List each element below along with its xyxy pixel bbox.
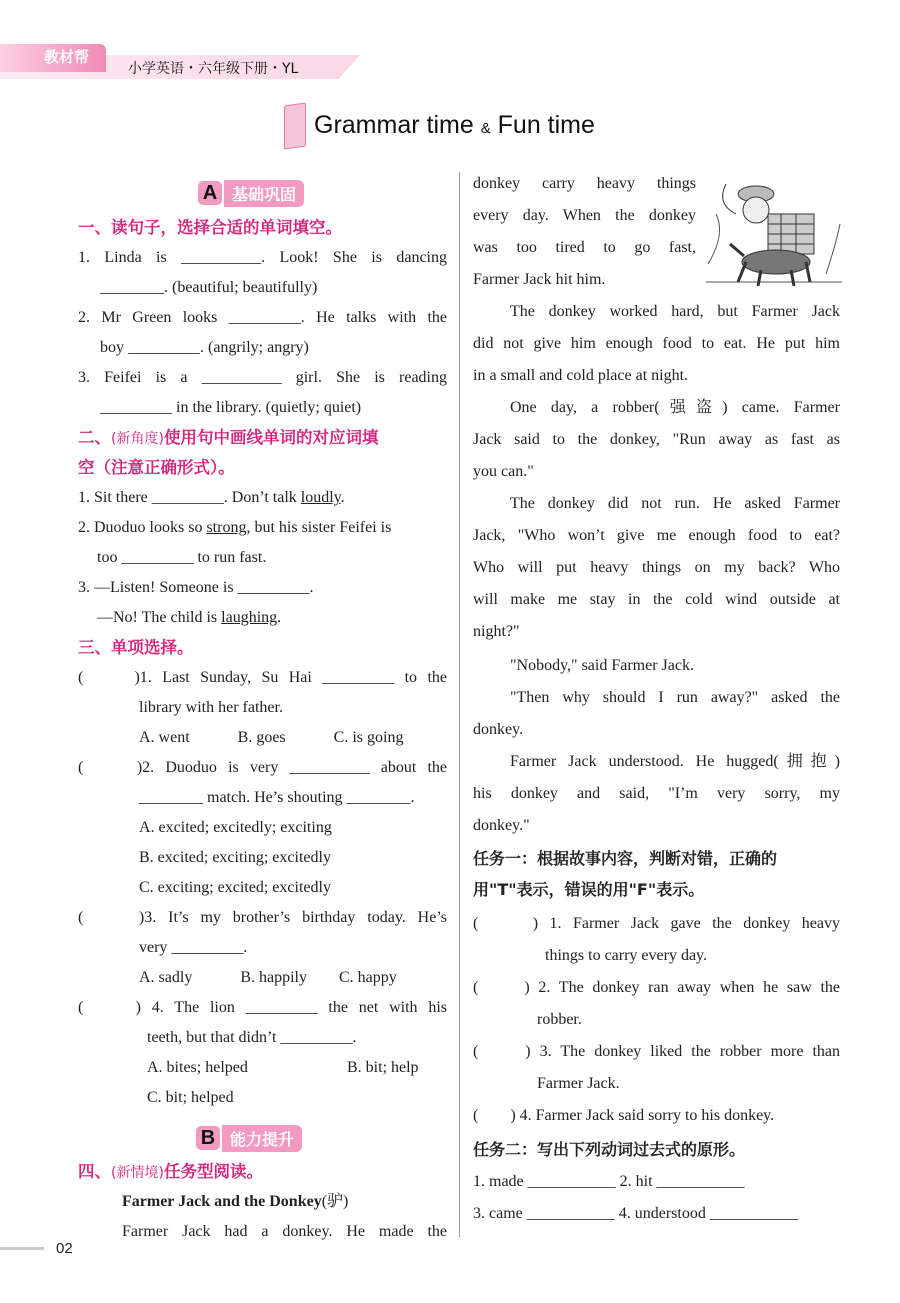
text-line: The donkey did not run. He asked Farmer <box>510 495 840 512</box>
text-line: ( )1. Last Sunday, Su Hai _________ to the <box>78 669 447 686</box>
section-a-badge <box>198 180 304 206</box>
part2-tag: (新角度) <box>111 431 164 447</box>
text-line: Farmer Jack understood. He hugged(拥抱) <box>510 753 840 770</box>
option-line: C. bit; helped <box>147 1089 234 1106</box>
page-number: 02 <box>56 1240 73 1257</box>
text-line: donkey. <box>473 721 524 738</box>
q-text: —No! The child is <box>97 609 222 626</box>
q-text: , but his sister Feifei is <box>246 519 392 536</box>
q-text: 1. Sit there _________. Don’t talk <box>78 489 301 506</box>
brand-label: 教材帮 <box>44 48 90 66</box>
option-line: A. bites; helped <box>147 1059 248 1076</box>
text-line: "Nobody," said Farmer Jack. <box>510 657 694 674</box>
text-line: Farmer Jack had a donkey. He made the <box>122 1223 447 1240</box>
text-line: night?" <box>473 623 520 640</box>
part2-title-text: 使用句中画线单词的对应词填 <box>163 428 379 447</box>
title-amp: & <box>480 120 491 137</box>
option-line: B. excited; exciting; excitedly <box>139 849 331 866</box>
text-line: too _________ to run fast. <box>97 549 267 566</box>
text-line: donkey." <box>473 817 530 834</box>
text-line: his donkey and said, "I’m very sorry, my <box>473 785 840 802</box>
q-text: . <box>340 489 345 506</box>
text-line: ________ match. He’s shouting ________. <box>139 789 415 806</box>
text-line: The donkey worked hard, but Farmer Jack <box>510 303 840 320</box>
text-line: 3. came ___________ 4. understood ___________ <box>473 1205 798 1222</box>
text-line: Farmer Jack. <box>537 1075 620 1092</box>
section-b-badge <box>196 1125 302 1151</box>
page-title <box>314 110 595 144</box>
title-grammar: Grammar time <box>314 111 474 139</box>
option-line: B. bit; help <box>347 1059 419 1076</box>
underlined-word: loudly <box>300 489 341 506</box>
part1-title: 一、读句子，选择合适的单词填空。 <box>78 218 342 237</box>
farmer-donkey-illustration <box>706 174 842 292</box>
text-line: every day. When the donkey <box>473 207 696 224</box>
section-a-label: 基础巩固 <box>224 180 304 207</box>
text-line: ( ) 4. Farmer Jack said sorry to his donkey. <box>473 1107 775 1124</box>
text-line <box>78 488 345 508</box>
part2-title-cont: 空（注意正确形式）。 <box>78 458 235 477</box>
text-line: Jack, "Who won’t give me enough food to eat? <box>473 527 840 544</box>
text-line: will make me stay in the cold wind outside at <box>473 591 840 608</box>
section-a-letter: A <box>198 181 222 205</box>
part4-title-text: 任务型阅读。 <box>163 1162 263 1181</box>
text-line: was too tired to go fast, <box>473 239 696 256</box>
part2-num: 二、 <box>78 428 111 447</box>
section-b-letter: B <box>196 1126 220 1150</box>
text-line: Farmer Jack hit him. <box>473 271 606 288</box>
text-line <box>97 608 281 628</box>
text-line: "Then why should I run away?" asked the <box>510 689 840 706</box>
book-subtitle: 小学英语・六年级下册・YL <box>128 61 299 77</box>
task2-title: 任务二：写出下列动词过去式的原形。 <box>473 1140 746 1159</box>
part2-title <box>78 427 378 450</box>
text-line: in a small and cold place at night. <box>473 367 689 384</box>
text-line: library with her father. <box>139 699 283 716</box>
text-line: _________ in the library. (quietly; quiet) <box>100 399 362 416</box>
text-line: robber. <box>537 1011 582 1028</box>
section-b-label: 能力提升 <box>222 1125 302 1152</box>
task1-title-cont: 用"T"表示，错误的用"F"表示。 <box>473 880 705 899</box>
text-line: ( )3. It’s my brother’s birthday today. He’s <box>78 909 447 926</box>
text-line: boy _________. (angrily; angry) <box>100 339 309 356</box>
text-line: 3. —Listen! Someone is _________. <box>78 579 314 596</box>
text-line: 1. made ___________ 2. hit ___________ <box>473 1173 745 1190</box>
column-divider <box>459 172 460 1237</box>
story-title <box>122 1192 348 1212</box>
text-line: ( ) 4. The lion _________ the net with his <box>78 999 447 1016</box>
underlined-word: laughing <box>221 609 278 626</box>
option-line: C. exciting; excited; excitedly <box>139 879 331 896</box>
text-line: 2. Mr Green looks _________. He talks with the <box>78 309 447 326</box>
text-line: donkey carry heavy things <box>473 175 696 192</box>
text-line: 3. Feifei is a __________ girl. She is reading <box>78 369 447 386</box>
text-line: ( )2. Duoduo is very __________ about the <box>78 759 447 776</box>
text-line: ________. (beautiful; beautifully) <box>100 279 318 296</box>
text-line: Jack said to the donkey, "Run away as fast as <box>473 431 840 448</box>
task1-title: 任务一：根据故事内容，判断对错，正确的 <box>473 849 778 868</box>
text-line: 1. Linda is __________. Look! She is dancing <box>78 249 447 266</box>
text-line: did not give him enough food to eat. He put him <box>473 335 840 352</box>
story-title-text: Farmer Jack and the Donkey <box>122 1193 322 1210</box>
part4-title <box>78 1161 263 1184</box>
q-text: . <box>277 609 282 626</box>
text-line: teeth, but that didn’t _________. <box>147 1029 357 1046</box>
footer-rule <box>0 1247 44 1250</box>
option-line: A. went B. goes C. is going <box>139 729 404 746</box>
text-line: ( ) 1. Farmer Jack gave the donkey heavy <box>473 915 840 932</box>
q-text: 2. Duoduo looks so <box>78 519 207 536</box>
text-line: very _________. <box>139 939 248 956</box>
text-line: things to carry every day. <box>545 947 708 964</box>
story-note: (驴) <box>321 1193 349 1210</box>
text-line: ( ) 3. The donkey liked the robber more than <box>473 1043 840 1060</box>
text-line: One day, a robber(强盗) came. Farmer <box>510 399 840 416</box>
text-line: you can." <box>473 463 534 480</box>
text-line: ( ) 2. The donkey ran away when he saw the <box>473 979 840 996</box>
text-line <box>78 518 391 538</box>
underlined-word: strong <box>206 519 247 536</box>
book-icon <box>284 102 306 149</box>
part4-num: 四、 <box>78 1162 111 1181</box>
option-line: A. excited; excitedly; exciting <box>139 819 332 836</box>
part4-tag: (新情境) <box>111 1165 164 1181</box>
title-fun: Fun time <box>497 111 595 139</box>
text-line: Who will put heavy things on my back? Who <box>473 559 840 576</box>
part3-title: 三、单项选择。 <box>78 638 194 657</box>
option-line: A. sadly B. happily C. happy <box>139 969 397 986</box>
